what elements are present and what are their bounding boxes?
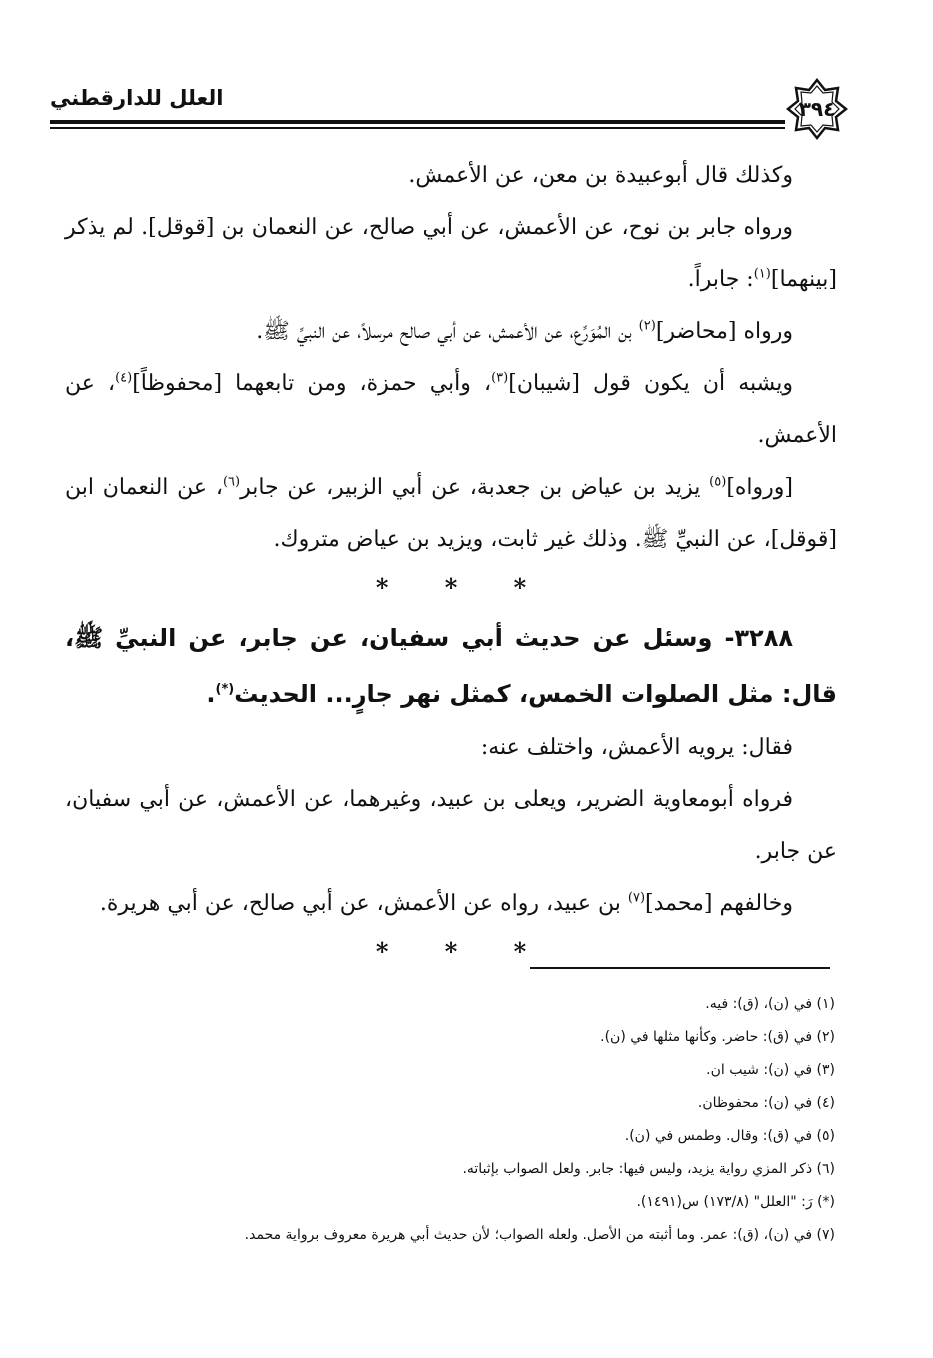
footnote: (٥) في (ق): وقال. وطمس في (ن). (624, 1128, 835, 1144)
footnote: (٢) في (ق): حاضر. وكأنها مثلها في (ن). (600, 1029, 835, 1045)
header-rule-thin (50, 127, 785, 129)
footnote: (٤) في (ن): محفوظان. (697, 1095, 835, 1111)
paragraph-text: ورواه جابر بن نوح، عن الأعمش، عن أبي صالح، عن النعمان بن [قوقل]. لم يذكر [بينهما] (65, 215, 837, 292)
paragraph-text: فقال: يرويه الأعمش، واختلف عنه: (480, 735, 793, 760)
paragraph-text: ، وأبي حمزة، ومن تابعهما [محفوظاً] (132, 371, 492, 396)
paragraph-text: : جابراً. (687, 267, 754, 292)
footnote: (٧) في (ن)، (ق): عمر. وما أثبته من الأصل. ولعله الصواب؛ لأن حديث أبي هريرة معروف برواية محمد. (244, 1227, 835, 1243)
paragraph (65, 358, 837, 462)
header-rule-thick (50, 120, 785, 124)
paragraph (65, 306, 837, 358)
paragraph (65, 774, 837, 878)
footnote: (*) رَ: "العلل" (١٧٣/٨) س(١٤٩١). (636, 1194, 835, 1210)
paragraph-text: ، عن النعمان ابن [قوقل]، عن النبيِّ ﷺ. وذلك غير ثابت، ويزيد بن عياض متروك. (65, 475, 837, 552)
paragraph (65, 202, 837, 306)
paragraph (65, 462, 837, 566)
paragraph-text: فرواه أبومعاوية الضرير، ويعلى بن عبيد، وغيرهما، عن الأعمش، عن أبي سفيان، عن جابر. (65, 787, 837, 864)
footnote-ref: (٢) (638, 318, 656, 334)
paragraph-text: وكذلك قال أبوعبيدة بن معن، عن الأعمش. (408, 163, 793, 188)
footnote-ref: (٧) (627, 890, 646, 906)
running-title: العلل للدارقطني (50, 86, 224, 110)
page-header (50, 78, 850, 142)
paragraph-text: وخالفهم [محمد] (645, 891, 793, 916)
paragraph-text: [ورواه] (726, 475, 793, 500)
footnote-ref: (٥) (709, 474, 727, 490)
heading-text: . (206, 680, 216, 708)
footnote-ref: (١) (753, 266, 771, 282)
section-separator: * * * (375, 573, 527, 602)
main-text (65, 150, 837, 974)
section-separator: * * * (375, 937, 527, 966)
footnote: (٣) في (ن): شيب ان. (706, 1062, 835, 1078)
footnote: (١) في (ن)، (ق): فيه. (705, 996, 835, 1012)
page-number: ٣٩٤ (798, 97, 836, 121)
paragraph-text: بن المُوَرِّع، عن الأعمش، عن أبي صالح مرسلاً، عن النبيِّ ﷺ. (256, 319, 639, 344)
footnote-ref: (٦) (222, 474, 241, 490)
footnote-ref: (٣) (491, 370, 509, 386)
footnote-ref: (٤) (115, 370, 133, 386)
paragraph-text: ويشبه أن يكون قول [شيبان] (508, 371, 793, 396)
footnote-divider (530, 967, 830, 969)
footnotes (80, 988, 835, 1252)
paragraph-text: ورواه [محاضر] (655, 319, 793, 344)
paragraph (65, 722, 837, 774)
entry-heading (65, 610, 837, 722)
page-number-badge (786, 78, 848, 140)
heading-text: ٣٢٨٨- وسئل عن حديث أبي سفيان، عن جابر، عن النبيِّ ﷺ، قال: مثل الصلوات الخمس، كمثل نهر جارٍ... الحديث (65, 624, 837, 708)
footnote-ref: (*) (215, 682, 235, 697)
paragraph-text: يزيد بن عياض بن جعدبة، عن أبي الزبير، عن جابر (240, 475, 710, 500)
footnote: (٦) ذكر المزي رواية يزيد، وليس فيها: جابر. ولعل الصواب بإثباته. (462, 1161, 835, 1177)
paragraph (65, 150, 837, 202)
paragraph-text: بن عبيد، رواه عن الأعمش، عن أبي صالح، عن أبي هريرة. (99, 891, 628, 916)
paragraph (65, 878, 837, 930)
paragraph-text: ، عن الأعمش. (65, 371, 837, 448)
